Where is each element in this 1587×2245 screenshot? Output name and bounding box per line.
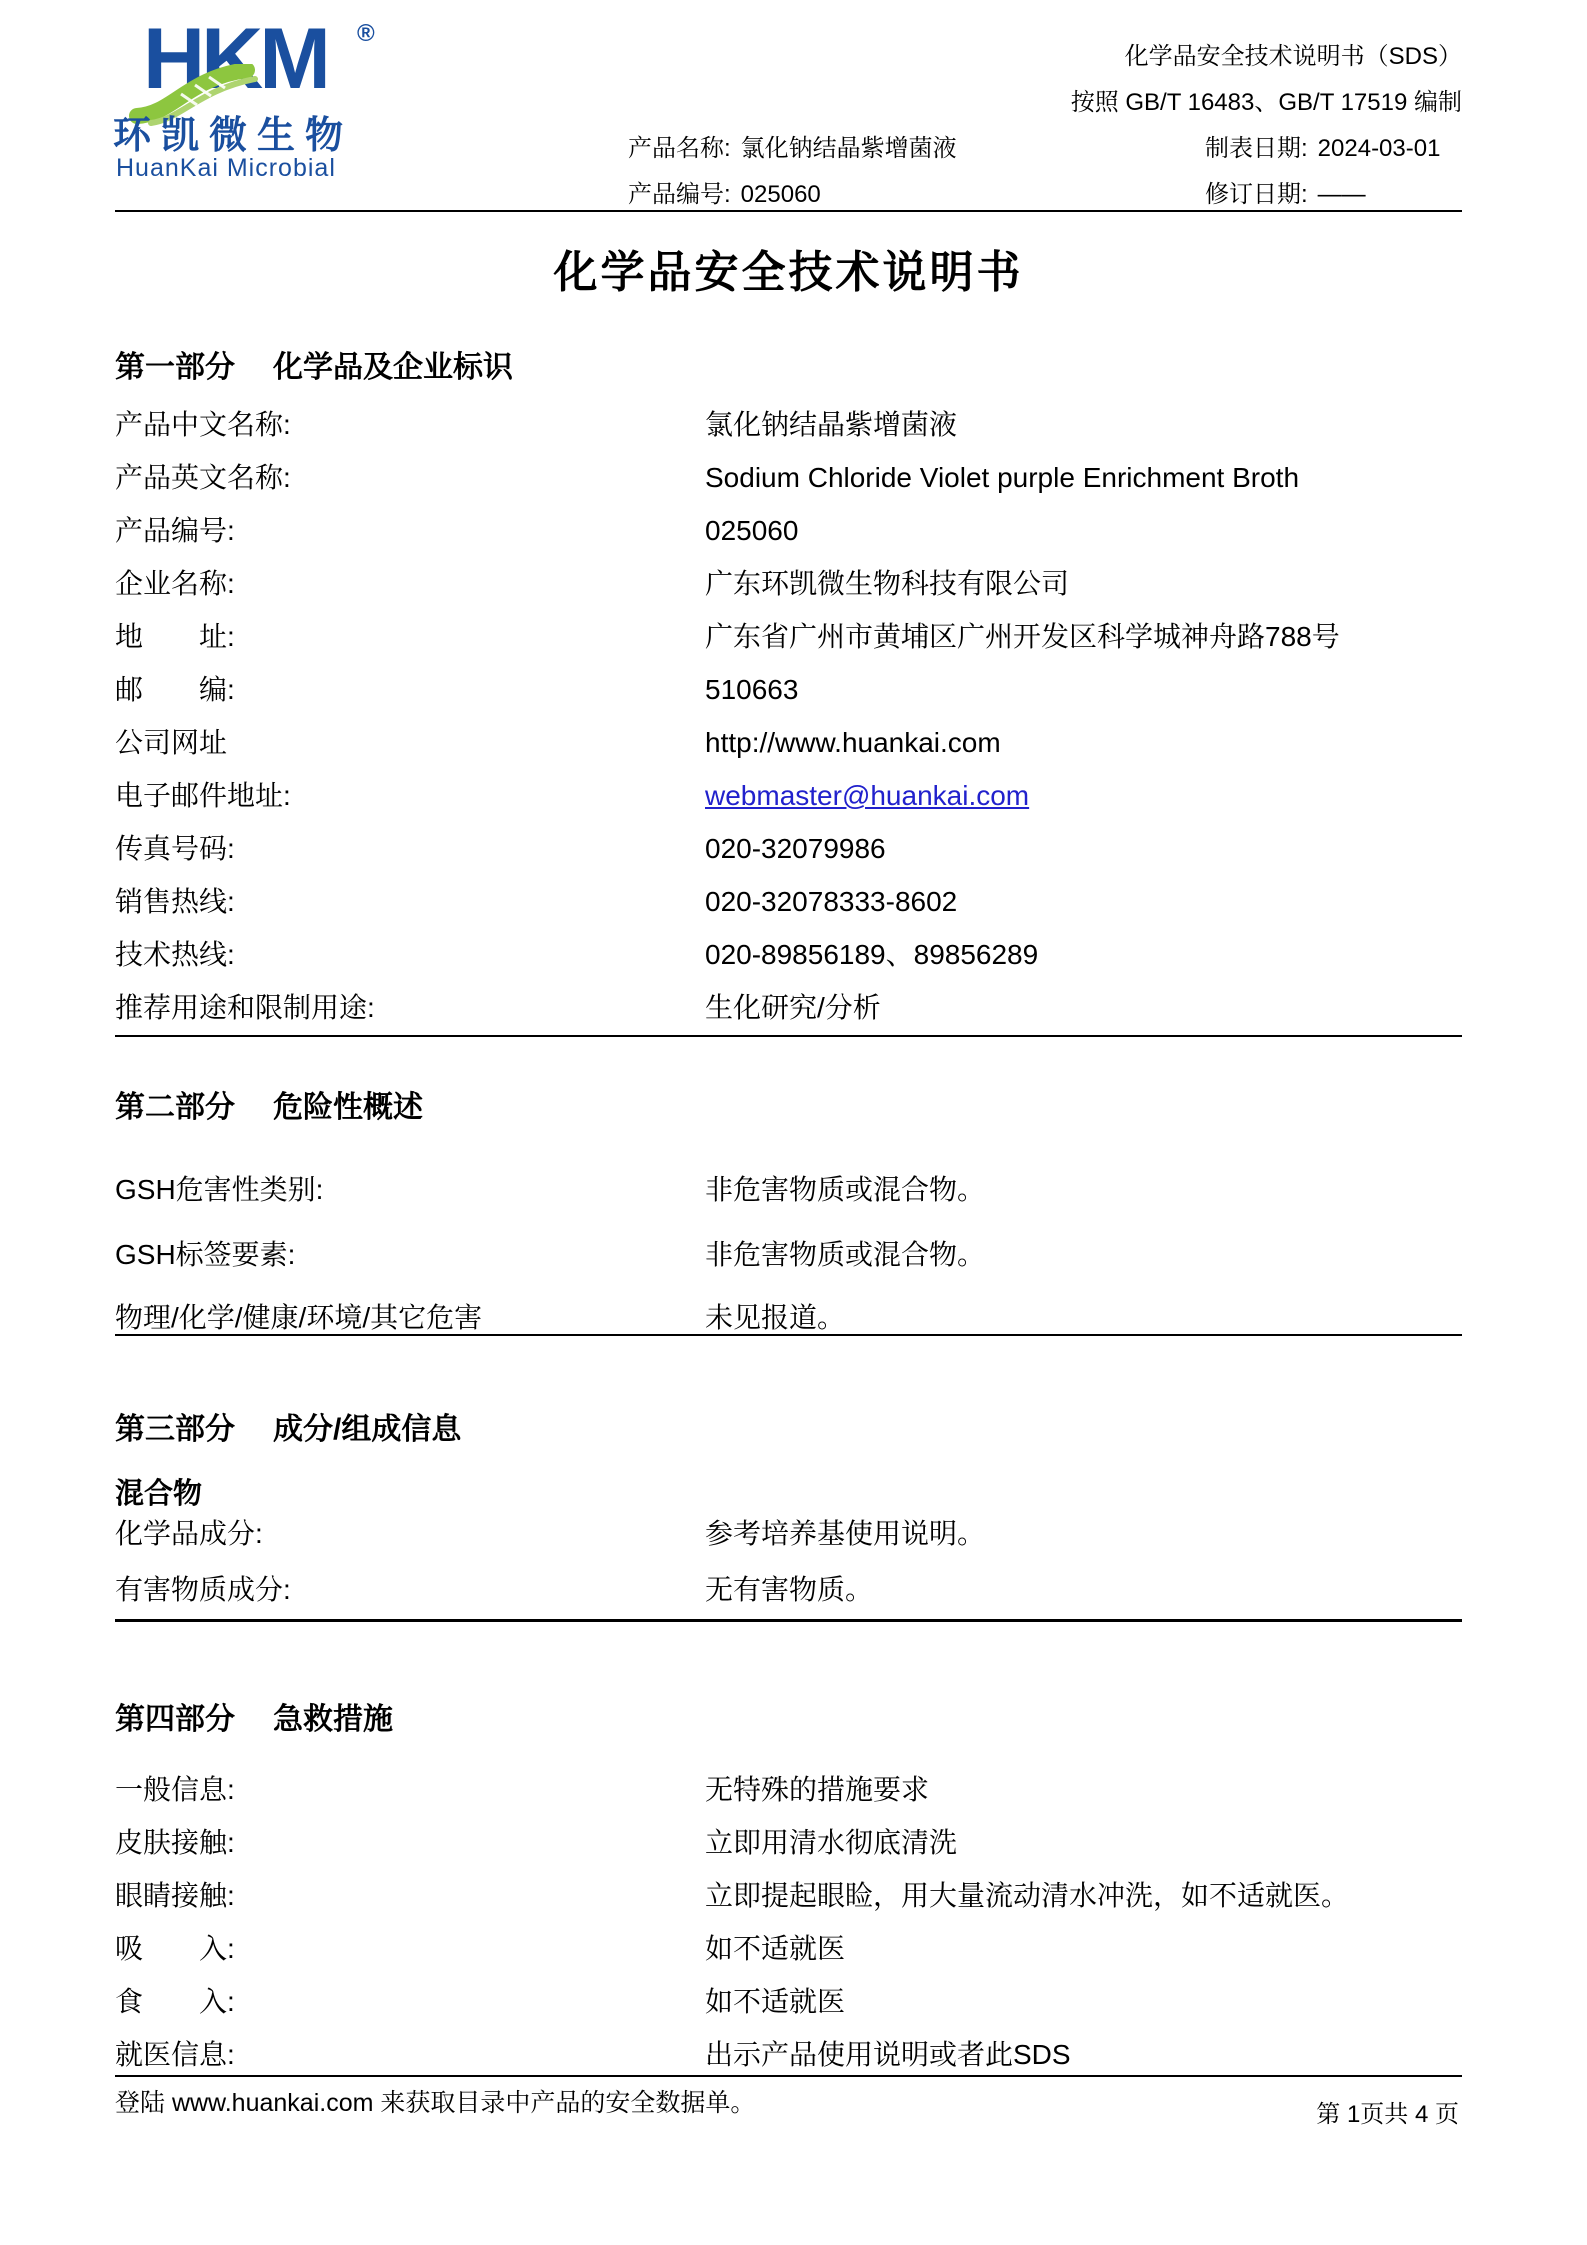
row-email <box>115 770 1462 822</box>
section-1-heading <box>115 348 513 388</box>
field-value: 510663 <box>705 674 799 705</box>
field-label: 吸 入: <box>115 1933 235 1964</box>
product-code-value: 025060 <box>740 181 821 208</box>
mixture-subheading: 混合物 <box>115 1478 203 1510</box>
row-product-cn-name <box>115 399 1462 451</box>
field-label: 有害物质成分: <box>115 1574 291 1605</box>
field-label: 电子邮件地址: <box>115 780 291 811</box>
field-label: 眼睛接触: <box>115 1880 235 1911</box>
field-label: 食 入: <box>115 1986 235 2017</box>
field-value: 立即用清水彻底清洗 <box>705 1827 958 1858</box>
logo-chinese-name: 环凯微生物 <box>113 115 354 157</box>
row-address <box>115 611 1462 663</box>
field-value: http://www.huankai.com <box>705 727 1001 758</box>
field-label: 物理/化学/健康/环境/其它危害 <box>115 1302 483 1333</box>
header-divider <box>115 210 1462 212</box>
section-2-divider <box>115 1334 1462 1336</box>
logo-english-name: HuanKai Microbial <box>116 154 336 182</box>
field-label: 技术热线: <box>115 939 235 970</box>
row-website <box>115 717 1462 769</box>
field-value: 如不适就医 <box>705 1986 846 2017</box>
section-4-number: 第四部分 <box>115 1703 235 1736</box>
field-value: 出示产品使用说明或者此SDS <box>705 2039 1071 2070</box>
section-3-heading <box>115 1410 461 1450</box>
field-label: 一般信息: <box>115 1774 235 1805</box>
field-label: 产品编号: <box>115 515 235 546</box>
section-1-number: 第一部分 <box>115 351 235 384</box>
row-chemical-components <box>115 1508 1462 1560</box>
page-indicator: 第 1页共 4 页 <box>1316 2101 1459 2128</box>
revised-date-label: 修订日期: <box>1205 181 1308 208</box>
row-company-name <box>115 558 1462 610</box>
field-value: 020-89856189、89856289 <box>705 939 1039 970</box>
field-value: 020-32079986 <box>705 833 886 864</box>
hkm-logo-text: HKM <box>143 11 327 107</box>
field-label: 推荐用途和限制用途: <box>115 992 375 1023</box>
standard-note: 按照 GB/T 16483、GB/T 17519 编制 <box>1070 89 1462 116</box>
footer-divider <box>115 2075 1462 2077</box>
field-label: 地 址: <box>115 621 235 652</box>
product-name-label: 产品名称: <box>628 135 731 162</box>
created-date-value: 2024-03-01 <box>1317 135 1441 162</box>
section-3-divider <box>115 1619 1462 1622</box>
field-value: 无特殊的措施要求 <box>705 1774 930 1805</box>
field-value: 参考培养基使用说明。 <box>705 1518 986 1549</box>
field-label: 皮肤接触: <box>115 1827 235 1858</box>
section-4-heading <box>115 1700 393 1740</box>
section-2-heading <box>115 1088 423 1128</box>
section-2-number: 第二部分 <box>115 1091 235 1124</box>
doc-type-heading: 化学品安全技术说明书（SDS） <box>1124 43 1462 70</box>
section-3-number: 第三部分 <box>115 1413 235 1446</box>
section-1-divider <box>115 1035 1462 1037</box>
field-value: 非危害物质或混合物。 <box>705 1239 986 1270</box>
row-gsh-hazard-class <box>115 1164 1462 1216</box>
section-3-title: 成分/组成信息 <box>273 1413 462 1446</box>
header-revised-date <box>1205 180 1366 210</box>
created-date-label: 制表日期: <box>1205 135 1308 162</box>
row-medical-info <box>115 2029 1462 2081</box>
row-eye-contact <box>115 1870 1462 1922</box>
revised-date-value: —— <box>1317 181 1366 208</box>
field-label: 产品英文名称: <box>115 462 291 493</box>
row-postcode <box>115 664 1462 716</box>
field-value: 立即提起眼睑，用大量流动清水冲洗，如不适就医。 <box>705 1880 1350 1911</box>
section-1-title: 化学品及企业标识 <box>273 351 513 384</box>
row-product-en-name <box>115 452 1462 504</box>
header-product-name <box>628 134 957 164</box>
document-title: 化学品安全技术说明书 <box>553 248 1024 297</box>
field-value: 025060 <box>705 515 799 546</box>
field-value: 广东省广州市黄埔区广州开发区科学城神舟路788号 <box>705 621 1340 652</box>
row-ingestion <box>115 1976 1462 2028</box>
field-label: 公司网址 <box>115 727 228 758</box>
section-4-title: 急救措施 <box>273 1703 393 1736</box>
product-name-value: 氯化钠结晶紫增菌液 <box>740 135 957 162</box>
field-value: 生化研究/分析 <box>705 992 881 1023</box>
header-created-date <box>1205 134 1440 164</box>
field-label: 企业名称: <box>115 568 235 599</box>
field-label: 邮 编: <box>115 674 235 705</box>
field-label: GSH标签要素: <box>115 1239 296 1270</box>
header-product-code <box>628 180 821 210</box>
row-inhalation <box>115 1923 1462 1975</box>
row-hazardous-components <box>115 1564 1462 1616</box>
hkm-logo <box>85 11 405 184</box>
field-value: 020-32078333-8602 <box>705 886 958 917</box>
field-label: 就医信息: <box>115 2039 235 2070</box>
field-value: 非危害物质或混合物。 <box>705 1174 986 1205</box>
row-sales-hotline <box>115 876 1462 928</box>
field-value: 氯化钠结晶紫增菌液 <box>705 409 958 440</box>
field-label: 销售热线: <box>115 886 235 917</box>
email-link[interactable]: webmaster@huankai.com <box>705 780 1030 811</box>
field-value: 广东环凯微生物科技有限公司 <box>705 568 1070 599</box>
field-value: 如不适就医 <box>705 1933 846 1964</box>
row-general-info <box>115 1764 1462 1816</box>
field-value: Sodium Chloride Violet purple Enrichment Broth <box>705 462 1300 493</box>
field-label: 化学品成分: <box>115 1518 263 1549</box>
field-value: 无有害物质。 <box>705 1574 874 1605</box>
row-fax <box>115 823 1462 875</box>
row-recommended-use <box>115 982 1462 1034</box>
row-product-code <box>115 505 1462 557</box>
footer-note: 登陆 www.huankai.com 来获取目录中产品的安全数据单。 <box>115 2089 756 2117</box>
field-label: 产品中文名称: <box>115 409 291 440</box>
registered-trademark-icon: ® <box>357 20 375 47</box>
row-other-hazards <box>115 1292 1462 1344</box>
product-code-label: 产品编号: <box>628 181 731 208</box>
row-gsh-label-elements <box>115 1229 1462 1281</box>
field-label: GSH危害性类别: <box>115 1174 324 1205</box>
row-skin-contact <box>115 1817 1462 1869</box>
field-value: 未见报道。 <box>705 1302 846 1333</box>
row-tech-hotline <box>115 929 1462 981</box>
section-2-title: 危险性概述 <box>273 1091 423 1124</box>
field-label: 传真号码: <box>115 833 235 864</box>
